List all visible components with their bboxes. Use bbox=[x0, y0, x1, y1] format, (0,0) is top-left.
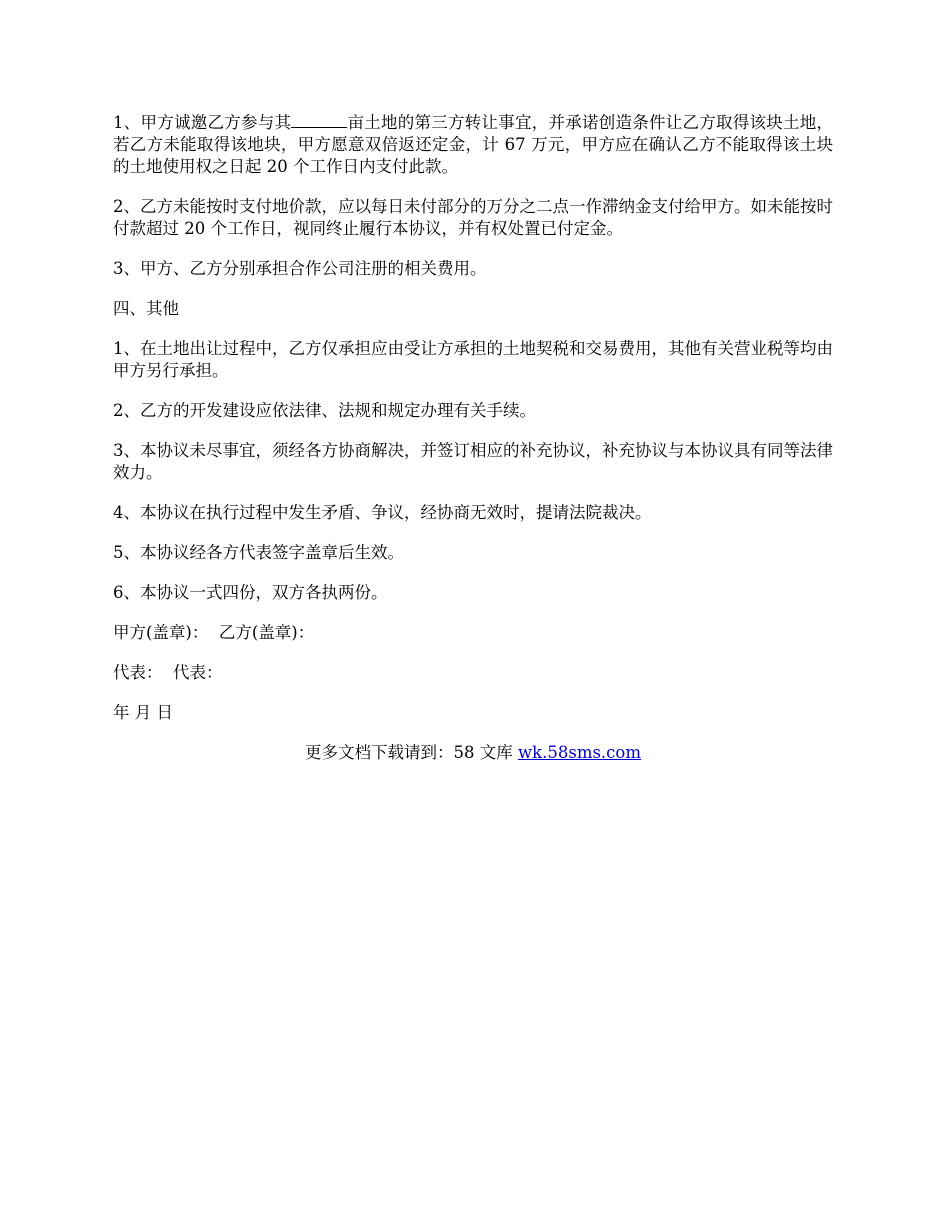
clause-4-5: 5、本协议经各方代表签字盖章后生效。 bbox=[113, 543, 404, 562]
clause-3-1-start: 1、甲方诚邀乙方参与其 bbox=[113, 113, 292, 132]
signature-date: 年 月 日 bbox=[113, 703, 173, 722]
signature-representatives: 代表： 代表： bbox=[113, 663, 223, 682]
signature-parties: 甲方(盖章)： 乙方(盖章)： bbox=[113, 623, 315, 642]
footer-link[interactable]: wk.58sms.com bbox=[517, 743, 641, 762]
clause-4-3: 3、本协议未尽事宜，须经各方协商解决，并签订相应的补充协议，补充协议与本协议具有同等法律效力。 bbox=[113, 441, 833, 482]
footer bbox=[113, 742, 833, 764]
clause-4-2: 2、乙方的开发建设应依法律、法规和规定办理有关手续。 bbox=[113, 401, 536, 420]
clause-3-1 bbox=[113, 112, 833, 178]
document-body bbox=[113, 112, 833, 764]
clause-3-3: 3、甲方、乙方分别承担合作公司注册的相关费用。 bbox=[113, 259, 487, 278]
clause-4-6: 6、本协议一式四份，双方各执两份。 bbox=[113, 583, 388, 602]
footer-text: 更多文档下载请到：58 文库 bbox=[304, 743, 518, 762]
fill-in-blank bbox=[291, 112, 347, 128]
clause-3-2: 2、乙方未能按时支付地价款，应以每日未付部分的万分之二点一作滞纳金支付给甲方。如未能按时付款超过 20 个工作日，视同终止履行本协议，并有权处置已付定金。 bbox=[113, 197, 833, 238]
section-heading-other: 四、其他 bbox=[113, 299, 179, 318]
clause-3-1-end: 亩土地的第三方转让事宜，并承诺创造条件让乙方取得该块土地，若乙方未能取得该地块，甲方愿意双倍返还定金，计 67 万元，甲方应在确认乙方不能取得该土块的土地使用权之日起 20 个工作日内支付此款。 bbox=[113, 113, 833, 176]
clause-4-1: 1、在土地出让过程中，乙方仅承担应由受让方承担的土地契税和交易费用，其他有关营业税等均由甲方另行承担。 bbox=[113, 339, 833, 380]
clause-4-4: 4、本协议在执行过程中发生矛盾、争议，经协商无效时，提请法院裁决。 bbox=[113, 503, 652, 522]
